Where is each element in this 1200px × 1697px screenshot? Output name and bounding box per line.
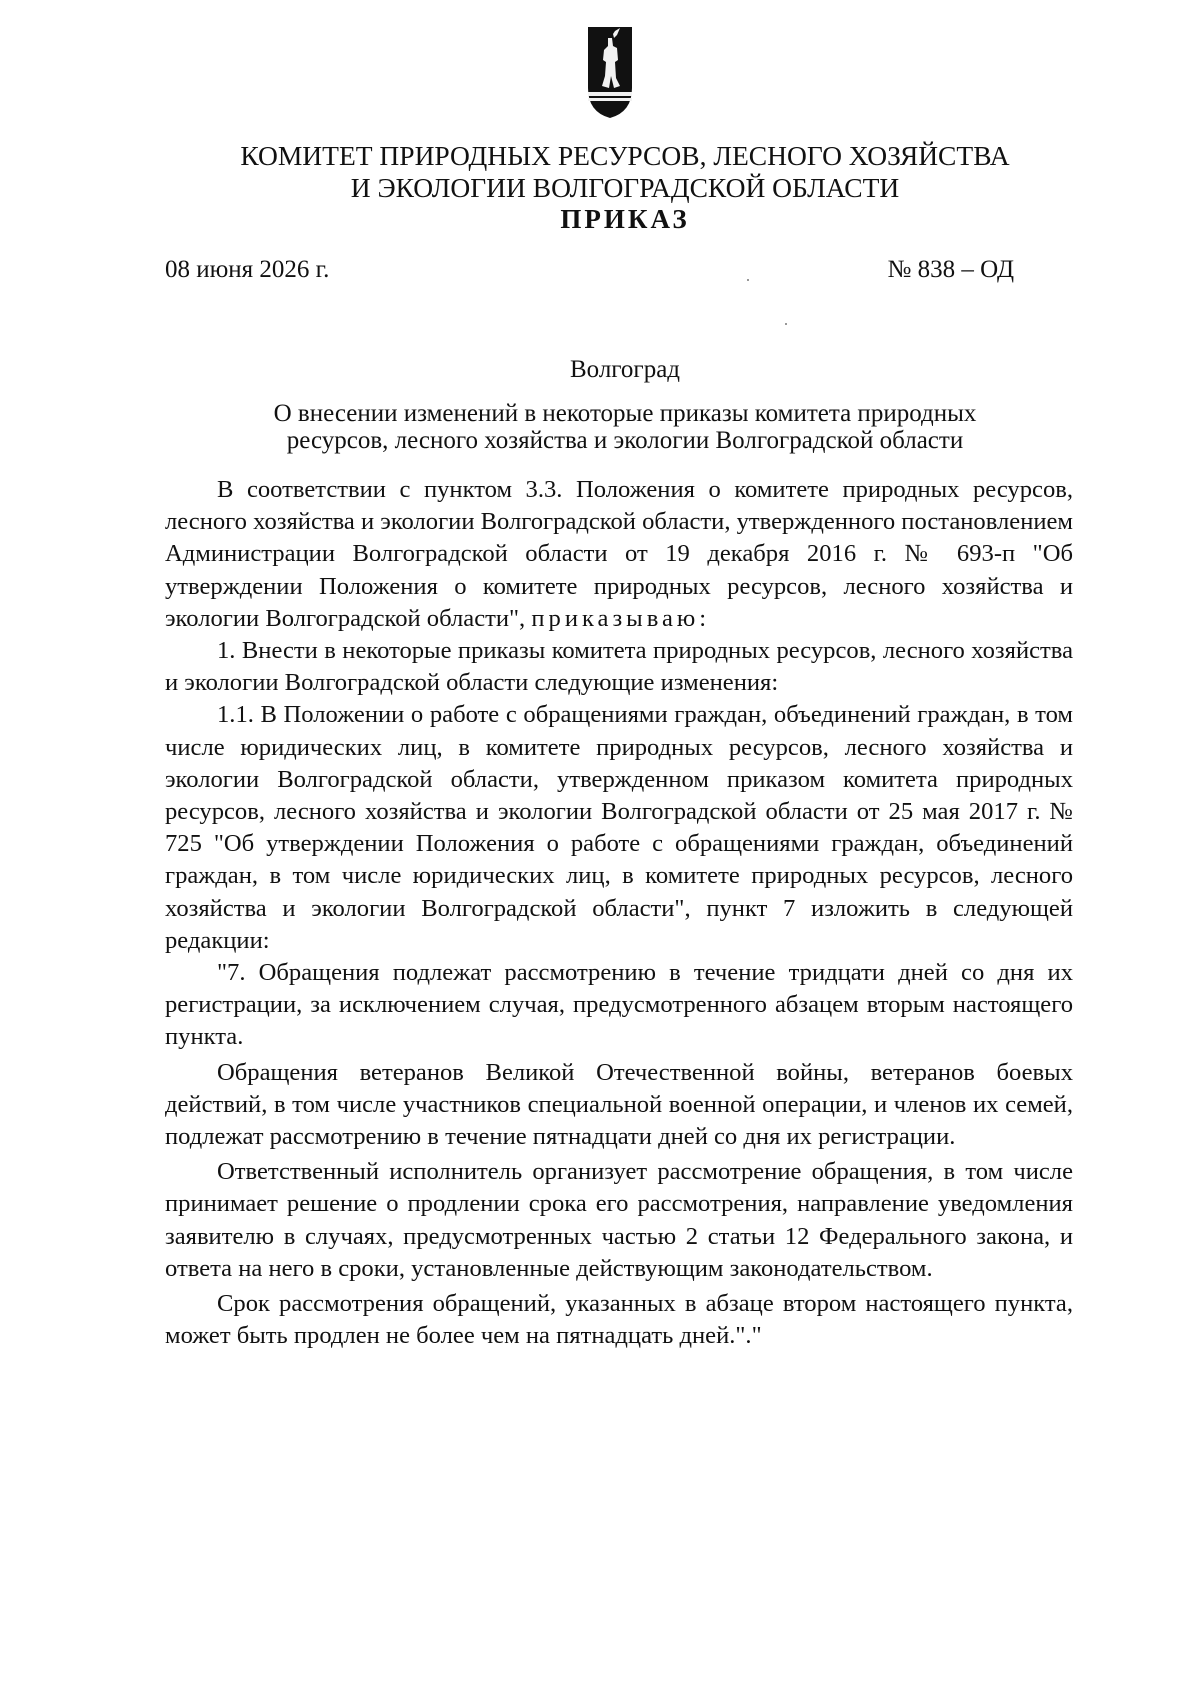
subject-line2: ресурсов, лесного хозяйства и экологии Волгоградской области [286, 427, 964, 454]
item-1-1: 1.1. В Положении о работе с обращениями граждан, объединений граждан, в том числе юридических лиц, в комитете природных ресурсов, лесного хозяйства и экологии Волгоградской области, утвержденном приказом комитета природных ресурсов, лесного хозяйства и экологии Волгоградской области от 25 мая 2017 г. № 725 "Об утверждении Положения о работе с обращениями граждан, объединений граждан, в том числе юридических лиц, в комитете природных ресурсов, лесного хозяйства и экологии Волгоградской области", пункт 7 изложить в следующей редакции: [165, 701, 1073, 954]
order-body [165, 474, 1073, 1352]
preamble-paragraph [165, 474, 1073, 635]
order-number: № 838 – ОД [887, 256, 1014, 283]
quoted-paragraph-4: Срок рассмотрения обращений, указанных в абзаце втором настоящего пункта, может быть продлен не более чем на пятнадцать дней."." [165, 1290, 1073, 1350]
coat-of-arms-emblem [587, 26, 633, 119]
order-verb: приказываю: [531, 604, 711, 632]
preamble-text: В соответствии с пунктом 3.3. Положения о комитете природных ресурсов, лесного хозяйства и экологии Волгоградской области, утвержденного постановлением Администрации Волгоградской области от 19 декабря 2016 г. № 693-п "Об утверждении Положения о комитете природных ресурсов, лесного хозяйства и экологии Волгоградской области", [165, 476, 1073, 632]
quoted-paragraph-3: Ответственный исполнитель организует рассмотрение обращения, в том числе принимает решение о продлении срока его рассмотрения, направление уведомления заявителю в случаях, предусмотренных частью 2 статьи 12 Федерального закона, и ответа на него в сроки, установленные действующим законодательством. [165, 1158, 1073, 1282]
subject-line1: О внесении изменений в некоторые приказы комитета природных [273, 400, 977, 427]
issue-city: Волгоград [569, 356, 681, 383]
scan-speck [747, 279, 749, 281]
organization-name-line1: КОМИТЕТ ПРИРОДНЫХ РЕСУРСОВ, ЛЕСНОГО ХОЗЯЙСТВА [240, 140, 1010, 171]
document-type-title: ПРИКАЗ [560, 204, 690, 234]
order-date: 08 июня 2026 г. [165, 256, 330, 283]
organization-name-line2: И ЭКОЛОГИИ ВОЛГОГРАДСКОЙ ОБЛАСТИ [350, 172, 900, 203]
quoted-paragraph-2: Обращения ветеранов Великой Отечественной войны, ветеранов боевых действий, в том числе участников специальной военной операции, и членов их семей, подлежат рассмотрению в течение пятнадцати дней со дня их регистрации. [165, 1058, 1073, 1151]
item-1: 1. Внести в некоторые приказы комитета природных ресурсов, лесного хозяйства и экологии Волгоградской области следующие изменения: [165, 637, 1073, 697]
scan-speck [785, 323, 787, 325]
order-subject [200, 400, 1050, 454]
quoted-paragraph-1: "7. Обращения подлежат рассмотрению в течение тридцати дней со дня их регистрации, за исключением случая, предусмотренного абзацем вторым настоящего пункта. [165, 959, 1073, 1051]
